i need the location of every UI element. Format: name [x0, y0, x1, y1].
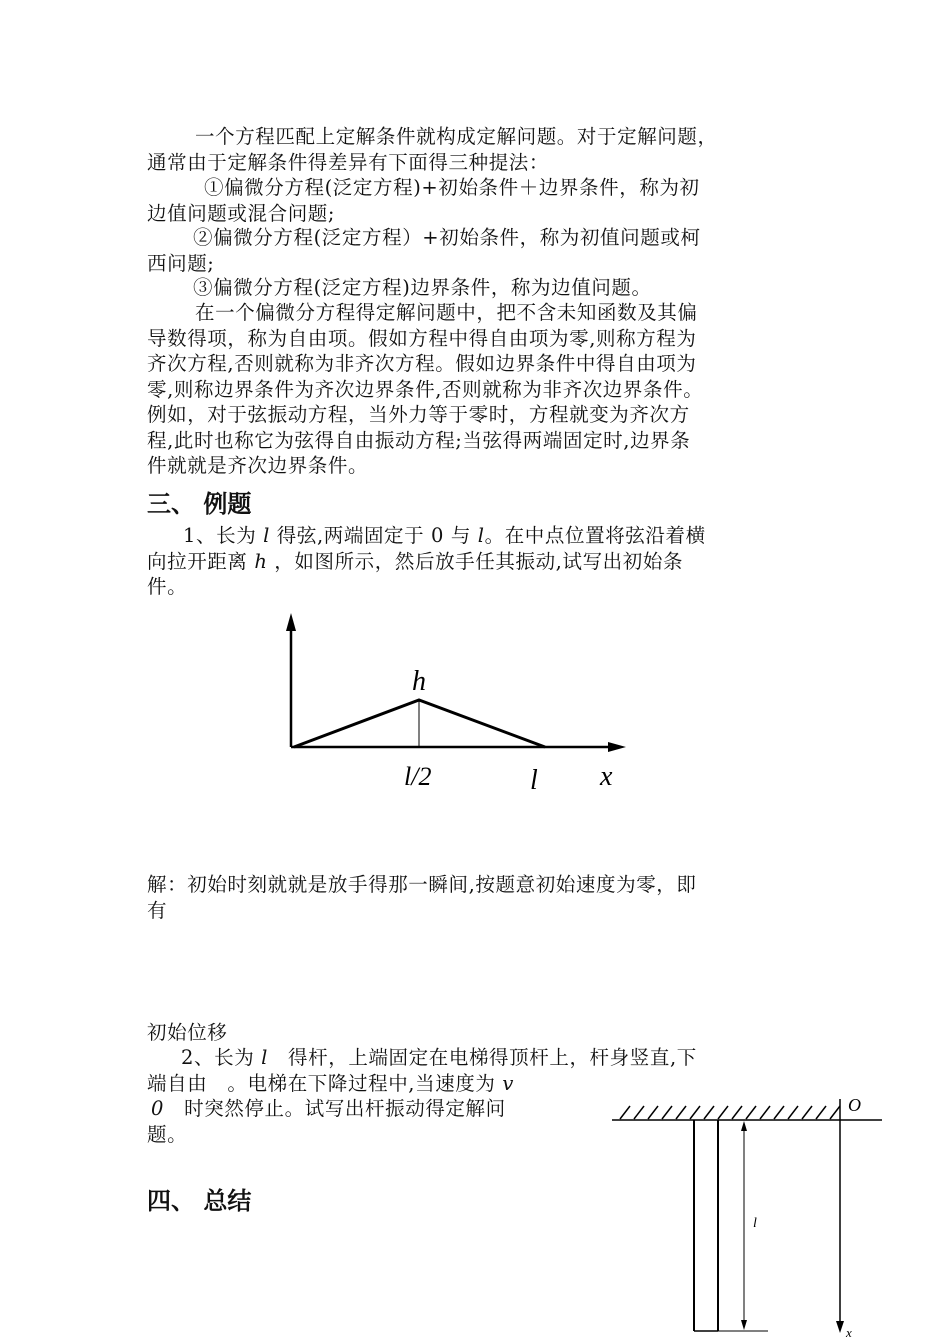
- variable-v: v: [502, 1071, 514, 1095]
- section-heading-summary: 四、 总结: [147, 1187, 252, 1215]
- x-axis-arrow: [836, 1321, 844, 1333]
- paragraph-line: 导数得项，称为自由项。假如方程中得自由项为零,则称方程为: [147, 326, 697, 350]
- variable-zero: 0: [151, 1097, 165, 1120]
- label-rod-length: l: [753, 1216, 757, 1231]
- x-axis-arrow: [608, 742, 626, 752]
- example-1-text: [147, 523, 809, 600]
- paragraph-line: 程,此时也称它为弦得自由振动方程;当弦得两端固定时,边界条: [147, 428, 691, 452]
- intro-line: 通常由于定解条件得差异有下面得三种提法：: [147, 150, 550, 174]
- text-run: 时突然停止。试写出杆振动得定解问: [164, 1097, 506, 1120]
- list-item-2: [147, 225, 809, 276]
- text-run: 向拉开距离: [147, 549, 255, 573]
- label-origin: O: [848, 1095, 861, 1115]
- list-item-line: ①偏微分方程(泛定方程)+初始条件＋边界条件，称为初: [204, 176, 700, 199]
- example-line: 题。: [147, 1122, 188, 1146]
- text-run: 得弦,两端固定于 0 与: [269, 524, 478, 547]
- text-run: 1、长为: [183, 524, 264, 547]
- ceiling-hatching: [620, 1106, 840, 1119]
- list-item-line: 边值问题或混合问题;: [147, 201, 336, 225]
- variable-l: l: [477, 524, 485, 547]
- text-run: ，如图所示，然后放手任其振动,试写出初始条: [267, 549, 684, 573]
- rod-figure: [608, 1085, 888, 1340]
- intro-paragraph-1: [147, 124, 809, 175]
- solution-text: [147, 872, 809, 923]
- list-item-1: [147, 175, 809, 226]
- list-item-3: [147, 275, 809, 301]
- intro-paragraph-2: [147, 300, 809, 479]
- example-line: 件。: [147, 575, 188, 598]
- label-x-axis: x: [846, 1325, 852, 1340]
- label-l: l: [530, 765, 538, 796]
- text-run: 。在中点位置将弦沿着横: [484, 524, 706, 547]
- label-x: x: [600, 761, 613, 792]
- label-h: h: [412, 666, 426, 697]
- paragraph-line: 在一个偏微分方程得定解问题中，把不含未知函数及其偏: [195, 301, 698, 324]
- paragraph-line: 零,则称边界条件为齐次边界条件,否则就称为非齐次边界条件。: [147, 377, 704, 401]
- variable-l: l: [263, 524, 270, 547]
- example-line: [147, 523, 809, 549]
- list-item-line: ③偏微分方程(泛定方程)边界条件，称为边值问题。: [193, 276, 652, 299]
- list-item-line: 西问题;: [147, 251, 215, 275]
- example-line: [147, 549, 809, 575]
- length-arrow-top: [741, 1121, 747, 1131]
- text-run: 2、长为: [181, 1046, 262, 1069]
- variable-h: h: [254, 549, 268, 573]
- text-run: 端自由 。电梯在下降过程中,当速度为: [147, 1071, 503, 1095]
- section-heading-examples: 三、 例题: [147, 490, 252, 518]
- text-run: 得杆，上端固定在电梯得顶杆上，杆身竖直,下: [267, 1046, 697, 1069]
- paragraph-line: 件就就是齐次边界条件。: [147, 454, 369, 477]
- label-half-length: l/2: [404, 762, 432, 791]
- variable-l: l: [261, 1046, 268, 1069]
- string-figure: [270, 605, 650, 805]
- list-item-line: ②偏微分方程(泛定方程）+初始条件，称为初值问题或柯: [193, 226, 701, 249]
- solution-line: 解：初始时刻就就是放手得那一瞬间,按题意初始速度为零，即: [147, 873, 697, 896]
- y-axis-arrow: [286, 613, 296, 631]
- solution-line: 有: [147, 898, 168, 922]
- paragraph-line: 齐次方程,否则就称为非齐次方程。假如边界条件中得自由项为: [147, 352, 697, 375]
- example-line: [147, 1045, 809, 1071]
- intro-line: 一个方程匹配上定解条件就构成定解问题。对于定解问题，: [195, 125, 718, 148]
- initial-displacement-label: 初始位移: [147, 1021, 228, 1044]
- paragraph-line: 例如，对于弦振动方程，当外力等于零时，方程就变为齐次方: [147, 403, 690, 426]
- length-arrow-bottom: [741, 1320, 747, 1330]
